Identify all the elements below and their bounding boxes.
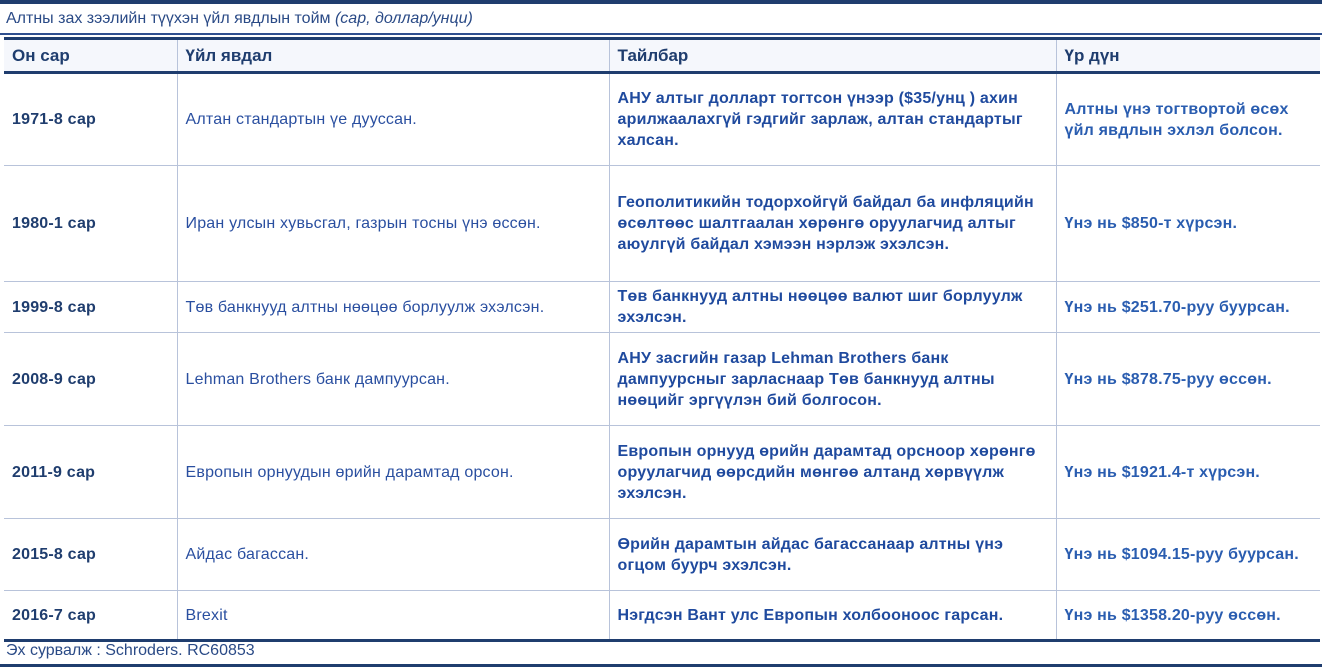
title-main: Алтны зах зээлийн түүхэн үйл явдлын тойм bbox=[6, 10, 335, 27]
cell-result: Үнэ нь $1358.20-руу өссөн. bbox=[1056, 591, 1320, 641]
cell-event: Европын орнуудын өрийн дарамтад орсон. bbox=[177, 426, 609, 519]
cell-note: Геополитикийн тодорхойгүй байдал ба инфляцийн өсөлтөөс шалтгаалан хөрөнгө оруулагчид алтыг аюулгүй байдал хэмээн нэрлэж эхэлсэн. bbox=[609, 166, 1056, 282]
header-date: Он сар bbox=[4, 39, 177, 73]
table-row bbox=[4, 333, 1320, 426]
table-row bbox=[4, 591, 1320, 641]
cell-result: Алтны үнэ тогтвортой өсөх үйл явдлын эхлэл болсон. bbox=[1056, 73, 1320, 166]
header-event: Үйл явдал bbox=[177, 39, 609, 73]
cell-note: Төв банкнууд алтны нөөцөө валют шиг борлуулж эхэлсэн. bbox=[609, 282, 1056, 333]
title-rule bbox=[0, 33, 1322, 35]
cell-date: 1999-8 сар bbox=[4, 282, 177, 333]
cell-date: 2016-7 сар bbox=[4, 591, 177, 641]
cell-event: Төв банкнууд алтны нөөцөө борлуулж эхэлсэн. bbox=[177, 282, 609, 333]
table-row bbox=[4, 73, 1320, 166]
cell-event: Lehman Brothers банк дампуурсан. bbox=[177, 333, 609, 426]
cell-event: Brexit bbox=[177, 591, 609, 641]
cell-result: Үнэ нь $1921.4-т хүрсэн. bbox=[1056, 426, 1320, 519]
cell-note: Өрийн дарамтын айдас багассанаар алтны үнэ огцом буурч эхэлсэн. bbox=[609, 519, 1056, 591]
table-row bbox=[4, 426, 1320, 519]
table-row bbox=[4, 166, 1320, 282]
source-note: Эх сурвалж : Schroders. RC60853 bbox=[6, 642, 255, 659]
title-unit: (сар, доллар/унци) bbox=[334, 10, 473, 27]
cell-result: Үнэ нь $878.75-руу өссөн. bbox=[1056, 333, 1320, 426]
cell-note: АНУ засгийн газар Lehman Brothers банк дампуурсныг зарласнаар Төв банкнууд алтны нөөцийг эргүүлэн бий болгосон. bbox=[609, 333, 1056, 426]
cell-result: Үнэ нь $850-т хүрсэн. bbox=[1056, 166, 1320, 282]
header-result: Үр дүн bbox=[1056, 39, 1320, 73]
cell-result: Үнэ нь $1094.15-руу буурсан. bbox=[1056, 519, 1320, 591]
cell-date: 2011-9 сар bbox=[4, 426, 177, 519]
cell-result: Үнэ нь $251.70-руу буурсан. bbox=[1056, 282, 1320, 333]
cell-date: 2008-9 сар bbox=[4, 333, 177, 426]
cell-date: 1971-8 сар bbox=[4, 73, 177, 166]
cell-note: АНУ алтыг долларт тогтсон үнээр ($35/унц ) ахин арилжаалахгүй гэдгийг зарлаж, алтан стандартыг халсан. bbox=[609, 73, 1056, 166]
table-row bbox=[4, 519, 1320, 591]
cell-date: 2015-8 сар bbox=[4, 519, 177, 591]
cell-note: Нэгдсэн Вант улс Европын холбооноос гарсан. bbox=[609, 591, 1056, 641]
header-row bbox=[4, 39, 1320, 73]
top-rule bbox=[0, 0, 1322, 4]
cell-note: Европын орнууд өрийн дарамтад орсноор хөрөнгө оруулагчид өөрсдийн мөнгөө алтанд хөрвүүлж эхэлсэн. bbox=[609, 426, 1056, 519]
table-title bbox=[6, 8, 473, 30]
cell-event: Иран улсын хувьсгал, газрын тосны үнэ өссөн. bbox=[177, 166, 609, 282]
cell-event: Айдас багассан. bbox=[177, 519, 609, 591]
header-note: Тайлбар bbox=[609, 39, 1056, 73]
cell-date: 1980-1 сар bbox=[4, 166, 177, 282]
bottom-rule bbox=[0, 664, 1322, 667]
table-row bbox=[4, 282, 1320, 333]
cell-event: Алтан стандартын үе дууссан. bbox=[177, 73, 609, 166]
gold-history-table bbox=[4, 37, 1320, 642]
